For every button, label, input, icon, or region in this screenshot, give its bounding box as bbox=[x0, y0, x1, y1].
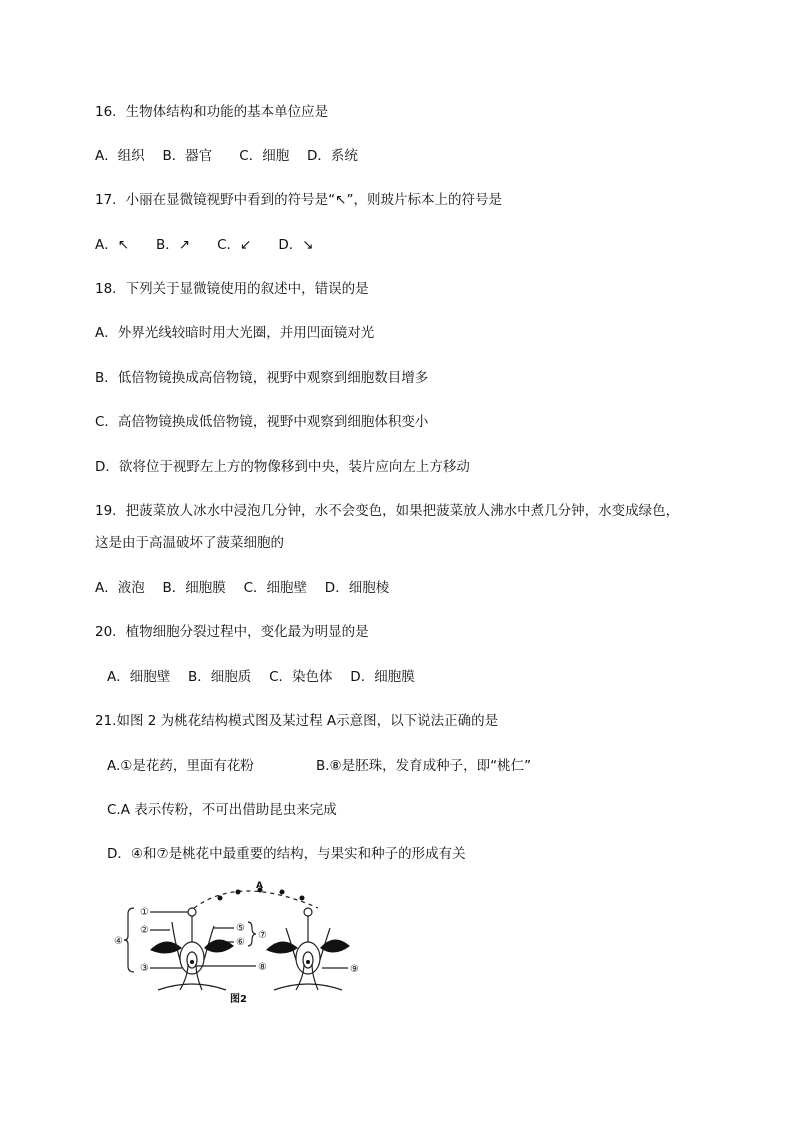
label-8: ⑧ bbox=[258, 962, 267, 973]
label-6: ⑥ bbox=[236, 937, 245, 948]
q21-option-a: A.①是花药，里面有花粉 bbox=[107, 758, 254, 774]
q16-options: A．组织 B．器官 C．细胞 D．系统 bbox=[95, 148, 358, 164]
label-5: ⑤ bbox=[236, 923, 245, 934]
q18-option-a: A．外界光线较暗时用大光圈，并用凹面镜对光 bbox=[95, 325, 375, 341]
q19-stem-line2: 这是由于高温破坏了菠菜细胞的 bbox=[95, 535, 284, 551]
q19-options: A．液泡 B．细胞膜 C．细胞壁 D．细胞棱 bbox=[95, 580, 390, 596]
q20-options: A．细胞壁 B．细胞质 C．染色体 D．细胞膜 bbox=[107, 669, 415, 685]
peach-flower-diagram bbox=[110, 878, 370, 1008]
q19-stem-line1: 19．把菠菜放人冰水中浸泡几分钟，水不会变色，如果把菠菜放人沸水中煮几分钟，水变成绿色， bbox=[95, 503, 680, 519]
q21-option-c: C.A 表示传粉，不可出借助昆虫来完成 bbox=[107, 802, 337, 818]
label-1: ① bbox=[140, 907, 149, 918]
q18-option-d: D．欲将位于视野左上方的物像移到中央，装片应向左上方移动 bbox=[95, 459, 470, 475]
process-label-a: A bbox=[256, 881, 263, 891]
q18-stem: 18．下列关于显微镜使用的叙述中，错误的是 bbox=[95, 281, 369, 297]
label-9: ⑨ bbox=[350, 964, 359, 975]
q18-option-c: C．高倍物镜换成低倍物镜，视野中观察到细胞体积变小 bbox=[95, 414, 429, 430]
q20-stem: 20．植物细胞分裂过程中，变化最为明显的是 bbox=[95, 624, 369, 640]
q17-options: A．↖ B．↗ C．↙ D．↘ bbox=[95, 237, 314, 253]
label-4: ④ bbox=[114, 936, 123, 947]
figure-caption: 图2 bbox=[230, 994, 247, 1005]
label-3: ③ bbox=[140, 963, 149, 974]
peach-flower-figure bbox=[110, 878, 370, 1008]
q21-option-d: D．④和⑦是桃花中最重要的结构，与果实和种子的形成有关 bbox=[107, 846, 466, 862]
q16-stem: 16．生物体结构和功能的基本单位应是 bbox=[95, 104, 329, 120]
label-7: ⑦ bbox=[258, 930, 267, 941]
q17-stem: 17．小丽在显微镜视野中看到的符号是“↖”，则玻片标本上的符号是 bbox=[95, 192, 502, 208]
q21-option-b: B.⑧是胚珠，发育成种子，即“桃仁” bbox=[316, 758, 532, 774]
q18-option-b: B．低倍物镜换成高倍物镜，视野中观察到细胞数目增多 bbox=[95, 370, 429, 386]
label-2: ② bbox=[140, 925, 149, 936]
q21-stem: 21.如图 2 为桃花结构模式图及某过程 A示意图，以下说法正确的是 bbox=[95, 713, 499, 729]
